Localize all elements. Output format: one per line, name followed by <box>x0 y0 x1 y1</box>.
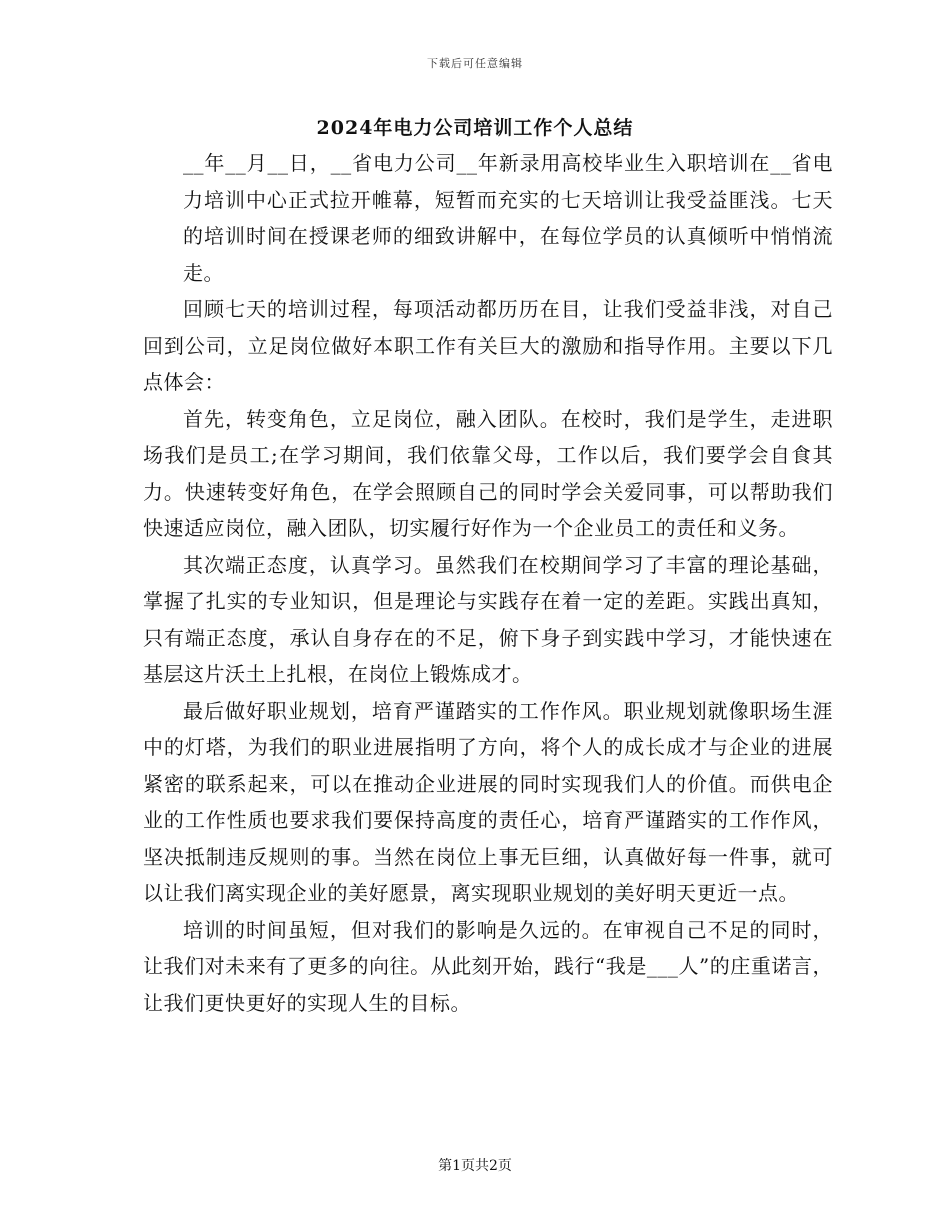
paragraph-first-point: 首先，转变角色，立足岗位，融入团队。在校时，我们是学生，走进职场我们是员工;在学习期间，我们依靠父母，工作以后，我们要学会自食其力。快速转变好角色，在学会照顾自己的同时学会关爱同事，可以帮助我们快速适应岗位，融入团队，切实履行好作为一个企业员工的责任和义务。 <box>143 406 833 540</box>
paragraph-intro: __年__月__日，__省电力公司__年新录用高校毕业生入职培训在__省电力培训中心正式拉开帷幕，短暂而充实的七天培训让我受益匪浅。七天的培训时间在授课老师的细致讲解中，在每位学员的认真倾听中悄悄流走。 <box>183 151 833 285</box>
document-body <box>143 145 833 1021</box>
document-title: 2024年电力公司培训工作个人总结 <box>316 117 634 139</box>
paragraph-third-point: 最后做好职业规划，培育严谨踏实的工作作风。职业规划就像职场生涯中的灯塔，为我们的职业进展指明了方向，将个人的成长成才与企业的进展紧密的联系起来，可以在推动企业进展的同时实现我们人的价值。而供电企业的工作性质也要求我们要保持高度的责任心，培育严谨踏实的工作作风，坚决抵制违反规则的事。当然在岗位上事无巨细，认真做好每一件事，就可以让我们离实现企业的美好愿景，离实现职业规划的美好明天更近一点。 <box>143 698 833 905</box>
paragraph-conclusion: 培训的时间虽短，但对我们的影响是久远的。在审视自己不足的同时，让我们对未来有了更多的向往。从此刻开始，践行“我是___人”的庄重诺言，让我们更快更好的实现人生的目标。 <box>143 917 833 1015</box>
paragraph-second-point: 其次端正态度，认真学习。虽然我们在校期间学习了丰富的理论基础，掌握了扎实的专业知识，但是理论与实践存在着一定的差距。实践出真知，只有端正态度，承认自身存在的不足，俯下身子到实践中学习，才能快速在基层这片沃土上扎根，在岗位上锻炼成才。 <box>143 552 833 686</box>
download-edit-note: 下载后可任意编辑 <box>427 57 523 70</box>
page-indicator: 第1页共2页 <box>438 1158 512 1174</box>
paragraph-review: 回顾七天的培训过程，每项活动都历历在目，让我们受益非浅，对自己回到公司，立足岗位做好本职工作有关巨大的激励和指导作用。主要以下几点体会： <box>143 297 833 394</box>
